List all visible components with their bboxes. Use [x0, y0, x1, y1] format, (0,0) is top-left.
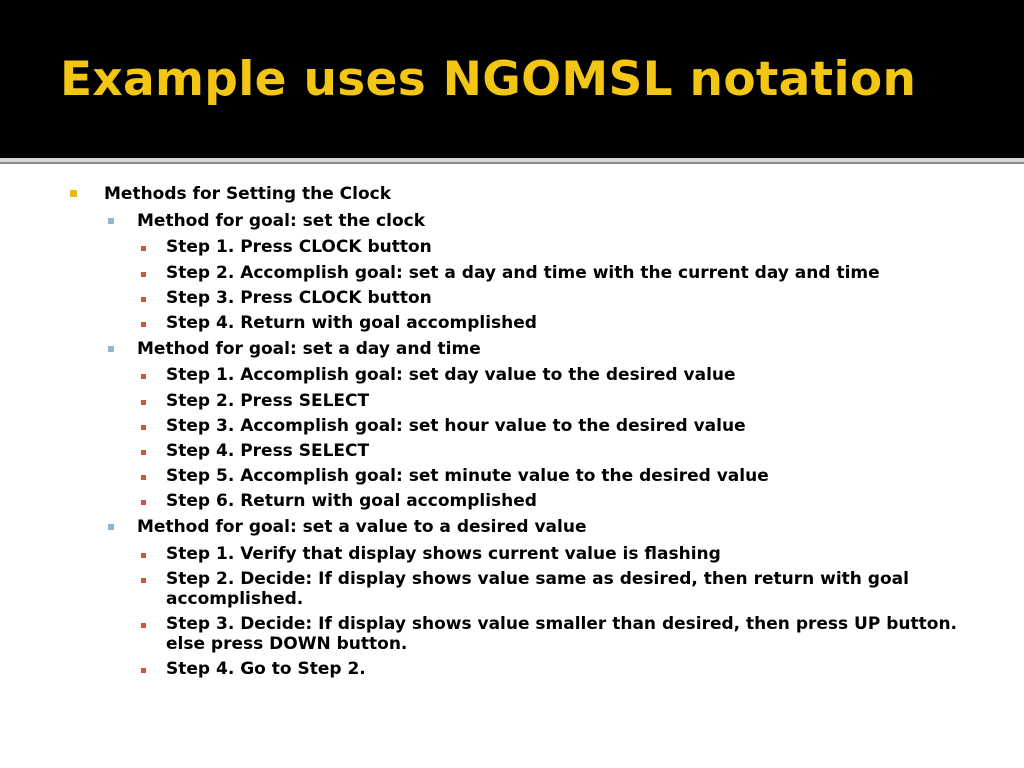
step-item: [0, 614, 966, 654]
square-bullet-icon: [141, 374, 146, 379]
step-item: [0, 365, 966, 385]
step-item: [0, 569, 966, 609]
step-text: Step 3. Accomplish goal: set hour value to the desired value: [166, 415, 746, 436]
step-text: Step 4. Return with goal accomplished: [166, 312, 537, 333]
square-bullet-icon: [141, 297, 146, 302]
square-bullet-icon: [141, 623, 146, 628]
step-text: Step 4. Go to Step 2.: [166, 659, 366, 680]
step-text: Step 2. Press SELECT: [166, 390, 370, 411]
step-text: Step 6. Return with goal accomplished: [166, 491, 537, 512]
square-bullet-icon: [141, 246, 146, 251]
slide-title: Example uses NGOMSL notation: [60, 52, 917, 107]
square-bullet-icon: [141, 578, 146, 583]
step-text: Step 1. Verify that display shows current value is flashing: [166, 543, 721, 564]
square-bullet-icon: [141, 272, 146, 277]
method-label: Method for goal: set a day and time: [137, 339, 481, 360]
square-bullet-icon: [141, 322, 146, 327]
step-text: Step 5. Accomplish goal: set minute value to the desired value: [166, 466, 769, 487]
step-item: [0, 263, 966, 283]
square-bullet-icon: [108, 346, 114, 352]
square-bullet-icon: [141, 450, 146, 455]
step-text: Step 2. Decide: If display shows value same as desired, then return with goal accomplished.: [166, 568, 909, 609]
step-text: Step 4. Press SELECT: [166, 440, 370, 461]
step-text: Step 1. Accomplish goal: set day value to the desired value: [166, 365, 736, 386]
step-text: Step 2. Accomplish goal: set a day and time with the current day and time: [166, 262, 880, 283]
title-bar: [0, 0, 1024, 158]
outline-content: [0, 183, 1024, 684]
step-item: [0, 416, 966, 436]
step-item: [0, 313, 966, 333]
step-item: [0, 466, 966, 486]
method-label: Method for goal: set a value to a desired value: [137, 517, 587, 538]
square-bullet-icon: [108, 524, 114, 530]
title-divider-shadow: [0, 162, 1024, 164]
method-item: [0, 210, 1024, 232]
method-label: Method for goal: set the clock: [137, 211, 426, 232]
step-item: [0, 391, 966, 411]
outline-heading: Methods for Setting the Clock: [104, 184, 392, 204]
outline-heading-item: [0, 183, 1024, 205]
step-item: [0, 237, 966, 257]
method-item: [0, 516, 1024, 538]
square-bullet-icon: [141, 668, 146, 673]
square-bullet-icon: [141, 500, 146, 505]
step-item: [0, 441, 966, 461]
step-text: Step 3. Decide: If display shows value smaller than desired, then press UP button. else press DOWN button.: [166, 614, 958, 654]
square-bullet-icon: [141, 425, 146, 430]
square-bullet-icon: [70, 190, 77, 197]
step-text: Step 3. Press CLOCK button: [166, 287, 432, 308]
step-item: [0, 659, 966, 679]
step-text: Step 1. Press CLOCK button: [166, 237, 432, 258]
square-bullet-icon: [141, 400, 146, 405]
method-item: [0, 338, 1024, 360]
step-item: [0, 288, 966, 308]
step-item: [0, 491, 966, 511]
step-item: [0, 544, 966, 564]
square-bullet-icon: [141, 475, 146, 480]
square-bullet-icon: [108, 218, 114, 224]
square-bullet-icon: [141, 553, 146, 558]
